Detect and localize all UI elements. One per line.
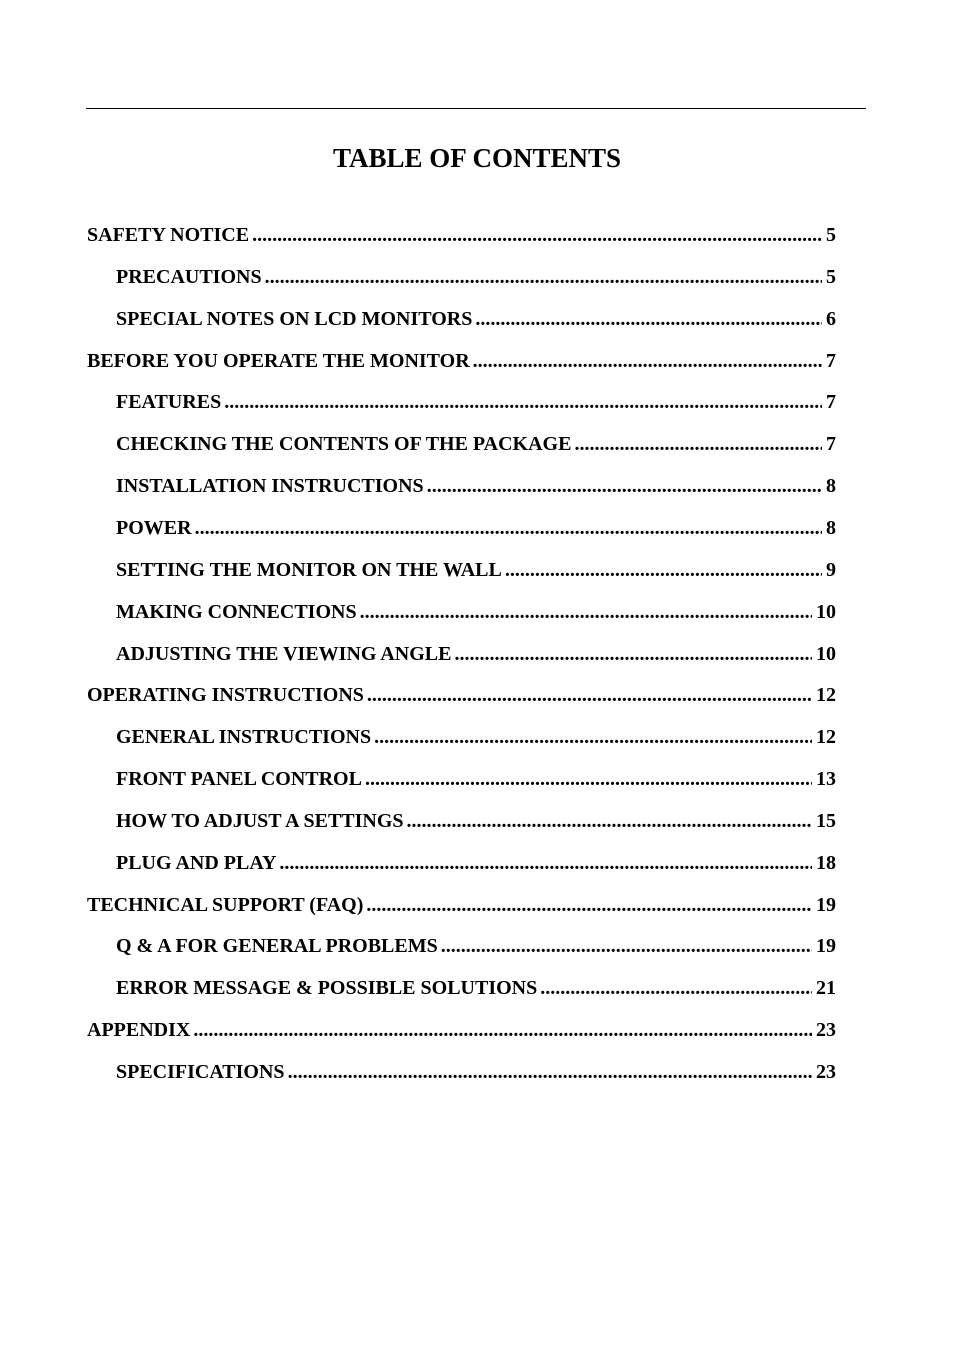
dot-leader	[252, 222, 822, 248]
toc-entry[interactable]	[116, 515, 836, 541]
toc-entry[interactable]	[116, 431, 836, 457]
toc-entry-label: SPECIAL NOTES ON LCD MONITORS	[116, 308, 473, 330]
toc-entry[interactable]	[87, 1017, 836, 1043]
dot-leader	[193, 1017, 812, 1043]
dot-leader	[473, 348, 822, 374]
toc-entry-page: 13	[816, 768, 836, 790]
toc-entry-label: APPENDIX	[87, 1019, 191, 1041]
dot-leader	[288, 1059, 812, 1085]
toc-entry-label: POWER	[116, 517, 192, 539]
toc-entry-page: 7	[826, 433, 836, 455]
dot-leader	[441, 933, 812, 959]
toc-entry[interactable]	[116, 264, 836, 290]
toc-entry[interactable]	[116, 1059, 836, 1085]
toc-entry-label: SETTING THE MONITOR ON THE WALL	[116, 559, 502, 581]
toc-entry-page: 12	[816, 726, 836, 748]
toc-entry-label: OPERATING INSTRUCTIONS	[87, 684, 364, 706]
toc-entry[interactable]	[116, 850, 836, 876]
toc-entry-page: 6	[826, 308, 836, 330]
dot-leader	[427, 473, 822, 499]
toc-entry[interactable]	[116, 473, 836, 499]
toc-entry-label: GENERAL INSTRUCTIONS	[116, 726, 372, 748]
toc-entry-page: 5	[826, 266, 836, 288]
toc-entry-page: 19	[816, 894, 836, 916]
toc-entry[interactable]	[116, 641, 836, 667]
toc-entry-page: 8	[826, 517, 836, 539]
toc-entry[interactable]	[116, 933, 836, 959]
header-rule	[86, 108, 866, 109]
toc-entry-page: 18	[816, 852, 836, 874]
toc-entry-page: 9	[826, 559, 836, 581]
toc-entry[interactable]	[116, 808, 836, 834]
toc-entry-label: ERROR MESSAGE & POSSIBLE SOLUTIONS	[116, 977, 538, 999]
toc-entry[interactable]	[87, 682, 836, 708]
toc-entry-page: 7	[826, 391, 836, 413]
dot-leader	[454, 641, 812, 667]
toc-entry[interactable]	[116, 557, 836, 583]
toc-entry[interactable]	[87, 348, 836, 374]
dot-leader	[505, 557, 822, 583]
dot-leader	[365, 766, 812, 792]
dot-leader	[475, 306, 822, 332]
toc-entry-label: INSTALLATION INSTRUCTIONS	[116, 475, 424, 497]
toc-entry-page: 8	[826, 475, 836, 497]
toc-entry-label: HOW TO ADJUST A SETTINGS	[116, 810, 404, 832]
toc-entry-label: MAKING CONNECTIONS	[116, 601, 357, 623]
dot-leader	[407, 808, 812, 834]
page-title: TABLE OF CONTENTS	[332, 143, 622, 173]
toc-entry-page: 5	[826, 224, 836, 246]
toc-entry-label: ADJUSTING THE VIEWING ANGLE	[116, 643, 452, 665]
toc-entry[interactable]	[116, 599, 836, 625]
toc-entry-page: 23	[816, 1019, 836, 1041]
toc-entry-label: TECHNICAL SUPPORT (FAQ)	[87, 894, 364, 916]
toc-entry[interactable]	[116, 975, 836, 1001]
toc-entry-page: 10	[816, 601, 836, 623]
toc-entry-label: FRONT PANEL CONTROL	[116, 768, 362, 790]
toc-entry-page: 21	[816, 977, 836, 999]
dot-leader	[265, 264, 822, 290]
toc-entry[interactable]	[87, 222, 836, 248]
toc-entry[interactable]	[116, 766, 836, 792]
toc-entry-label: SAFETY NOTICE	[87, 224, 250, 246]
toc-entry-page: 7	[826, 350, 836, 372]
dot-leader	[374, 724, 812, 750]
toc-entry-label: PRECAUTIONS	[116, 266, 262, 288]
toc-entry-page: 10	[816, 643, 836, 665]
toc-entry[interactable]	[116, 306, 836, 332]
dot-leader	[366, 892, 812, 918]
toc-entry-page: 19	[816, 935, 836, 957]
toc-entry-label: Q & A FOR GENERAL PROBLEMS	[116, 935, 438, 957]
dot-leader	[224, 389, 822, 415]
toc-entry-label: BEFORE YOU OPERATE THE MONITOR	[87, 350, 470, 372]
dot-leader	[360, 599, 812, 625]
toc-entry-label: FEATURES	[116, 391, 222, 413]
toc-entry-page: 12	[816, 684, 836, 706]
toc-entry-label: CHECKING THE CONTENTS OF THE PACKAGE	[116, 433, 572, 455]
dot-leader	[367, 682, 812, 708]
toc-entry-page: 15	[816, 810, 836, 832]
toc-entry-label: SPECIFICATIONS	[116, 1061, 285, 1083]
toc-entry[interactable]	[116, 389, 836, 415]
dot-leader	[540, 975, 812, 1001]
dot-leader	[195, 515, 822, 541]
toc-entry-label: PLUG AND PLAY	[116, 852, 277, 874]
dot-leader	[574, 431, 822, 457]
toc-entry-page: 23	[816, 1061, 836, 1083]
dot-leader	[279, 850, 812, 876]
toc-entry[interactable]	[87, 892, 836, 918]
toc-entry[interactable]	[116, 724, 836, 750]
